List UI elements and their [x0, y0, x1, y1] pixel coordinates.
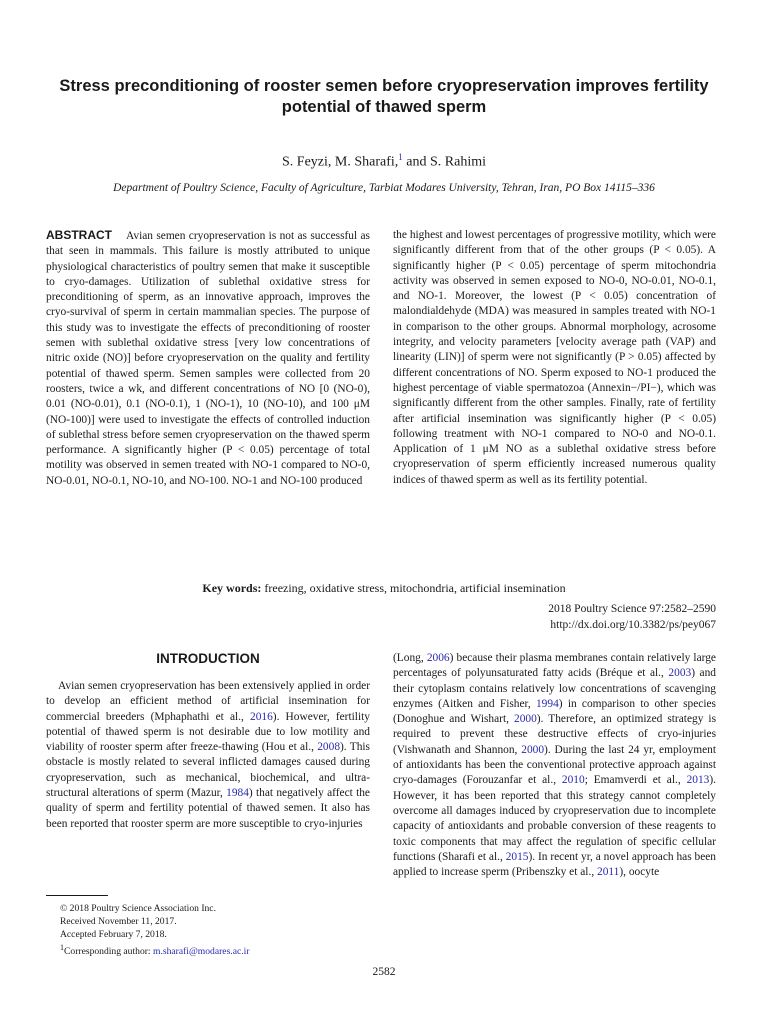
- affiliation: Department of Poultry Science, Faculty of Agriculture, Tarbiat Modares University, Tehran, Iran, PO Box 14115–336: [113, 182, 655, 194]
- keywords-label: Key words:: [202, 581, 262, 595]
- intro-text: ; Emamverdi et al.,: [584, 774, 687, 787]
- reference-link[interactable]: 2008: [317, 741, 341, 754]
- reference-link[interactable]: 2013: [686, 774, 710, 787]
- corresponding-label: Corresponding author:: [64, 946, 153, 958]
- citation-block: [548, 601, 716, 633]
- intro-text: ). However, fertility potential of thawed sperm is not desirable due to low motility and viability of rooster sperm after freeze-thawing (Hou et al.,: [46, 710, 370, 754]
- intro-text: ). However, it has been reported that this strategy cannot completely overcome all damages induced by cryopreservation due to incomplete capacity of antioxidants and probable conversion of these reagents to toxic components that may affect the regulation of specific cellular functions (Sharafi et al.,: [393, 774, 716, 863]
- author-footnote-marker[interactable]: 1: [398, 152, 403, 162]
- footnotes: [60, 902, 370, 958]
- abstract-heading: ABSTRACT: [46, 228, 112, 242]
- introduction-left-column: [46, 679, 370, 832]
- intro-text: Avian semen cryopreservation has been extensively applied in order to develop an efficient method of artificial insemination for commercial breeders (Mphaphathi et al.,: [46, 680, 370, 723]
- intro-text: ) because their plasma membranes contain relatively large percentages of polyunsaturated fatty acids (Bréque et al.,: [393, 652, 716, 680]
- authors-part1: S. Feyzi, M. Sharafi,: [282, 154, 399, 170]
- keywords: [40, 580, 728, 596]
- intro-text: ). Therefore, an optimized strategy is required to prevent these destructive effects of cryo-injuries (Vishwanath and Shannon,: [393, 713, 717, 756]
- reference-link[interactable]: 2006: [426, 652, 450, 664]
- intro-text: ). During the last 24 yr, employment of antioxidants has been the conventional protective approach against cryo-damages (Forouzanfar et al.,: [393, 743, 716, 787]
- author-list: [40, 148, 728, 172]
- paper-title: Stress preconditioning of rooster semen before cryopreservation improves fertility potential of thawed sperm: [59, 77, 709, 116]
- reference-link[interactable]: 1984: [226, 787, 249, 800]
- intro-text: ). In recent yr, a novel approach has been applied to increase sperm (Pribenszky et al.,: [393, 850, 717, 879]
- intro-text: ) and their cytoplasm contains relatively low concentrations of scavenging enzymes (Aitken and Fisher,: [393, 667, 716, 710]
- reference-link[interactable]: 2010: [561, 774, 585, 787]
- keywords-list: freezing, oxidative stress, mitochondria, artificial insemination: [261, 581, 566, 595]
- abstract-text-right: the highest and lowest percentages of progressive motility, which were significantly different from that of the other groups (P < 0.05). A significantly higher (P < 0.05) percentage of sperm mitochondria activity was observed in semen exposed to NO-0, NO-0.01, NO-0.1, and NO-1. Moreover, the lowest (P < 0.05) concentration of malondialdehyde (MDA) was measured in samples treated with NO-1 in comparison to the other groups. Abnormal morphology, acrosome integrity, and velocity parameters [velocity average path (VAP) and linearity (LIN)] of sperm were not significantly (P > 0.05) affected by different concentrations of NO. Sperm exposed to NO-1 produced the highest percentage of viable spermatozoa (Annexin−/PI−), which was significantly different from the other samples. Finally, rate of fertility after artificial insemination was significantly higher (P < 0.05) following treatment with NO-1 compared to NO-0 and NO-0.1. Application of 1 μM NO as a sublethal oxidative stress before cryopreservation of sperm efficiently increased numerous quality indices of thawed sperm as well as its fertility potential.: [393, 229, 716, 486]
- footnote-marker: 1: [60, 943, 64, 952]
- abstract-text-left: Avian semen cryopreservation is not as successful as that seen in mammals. This failure is mostly attributed to unique physiological characteristics of poultry semen that make it susceptible to cryo-damages. Utilization of sublethal oxidative stress for preconditioning of sperm, as an innovative approach, improves the cryo-survival of sperm in certain mammalian species. The purpose of this study was to investigate the effects of preconditioning of rooster semen with sublethal oxidative stress [very low concentrations of nitric oxide (NO)] before cryopreservation on the quality and fertility potential of thawed sperm. Semen samples were collected from 20 roosters, twice a wk, and different concentrations of NO [0 (NO-0), 0.01 (NO-0.01), 0.1 (NO-0.1), 1 (NO-1), 10 (NO-10), and 100 μM (NO-100)] were used to investigate the effects of controlled induction of sublethal stress before semen cryopreservation on the thawed sperm performance. A significantly higher (P < 0.05) percentage of total motility was observed in semen treated with NO-1 compared to NO-0, NO-0.01, NO-0.1, NO-10, and NO-100. NO-1 and NO-100 produced: [46, 230, 370, 487]
- introduction-right-column: [393, 651, 716, 880]
- corresponding-author-note: [60, 941, 370, 958]
- email-link[interactable]: m.sharafi@modares.ac.ir: [153, 946, 250, 958]
- intro-text: ), oocyte: [619, 866, 660, 879]
- reference-link[interactable]: 2000: [514, 713, 537, 726]
- reference-link[interactable]: 1994: [535, 697, 559, 710]
- introduction-heading: INTRODUCTION: [156, 651, 260, 666]
- reference-link[interactable]: 2016: [250, 710, 273, 723]
- received-date: Received November 11, 2017.: [60, 916, 177, 927]
- page-number: 2582: [372, 966, 396, 978]
- footnote-divider: [46, 895, 108, 896]
- doi-link[interactable]: http://dx.doi.org/10.3382/ps/pey067: [550, 619, 716, 631]
- abstract-left-column: [46, 228, 370, 489]
- reference-link[interactable]: 2011: [597, 866, 620, 879]
- intro-text: ). This obstacle is mostly related to several inflicted damages caused during cryopreservation, such as mechanical, biochemical, and ultra-structural alterations of sperm (Mazur,: [46, 741, 370, 800]
- intro-text: ) in comparison to other species (Donoghue and Wishart,: [393, 697, 716, 726]
- reference-link[interactable]: 2015: [505, 850, 529, 863]
- authors-part2: and S. Rahimi: [402, 154, 486, 170]
- journal-citation: 2018 Poultry Science 97:2582–2590: [548, 603, 716, 615]
- intro-text: (Long,: [393, 652, 427, 664]
- copyright-note: © 2018 Poultry Science Association Inc.: [60, 903, 216, 914]
- intro-text: ) that negatively affect the quality of sperm and fertility potential of thawed semen. It also has been reported that rooster sperm are more susceptible to cryo-injuries: [46, 787, 370, 830]
- accepted-date: Accepted February 7, 2018.: [60, 929, 167, 940]
- reference-link[interactable]: 2000: [521, 743, 545, 756]
- reference-link[interactable]: 2003: [668, 667, 692, 680]
